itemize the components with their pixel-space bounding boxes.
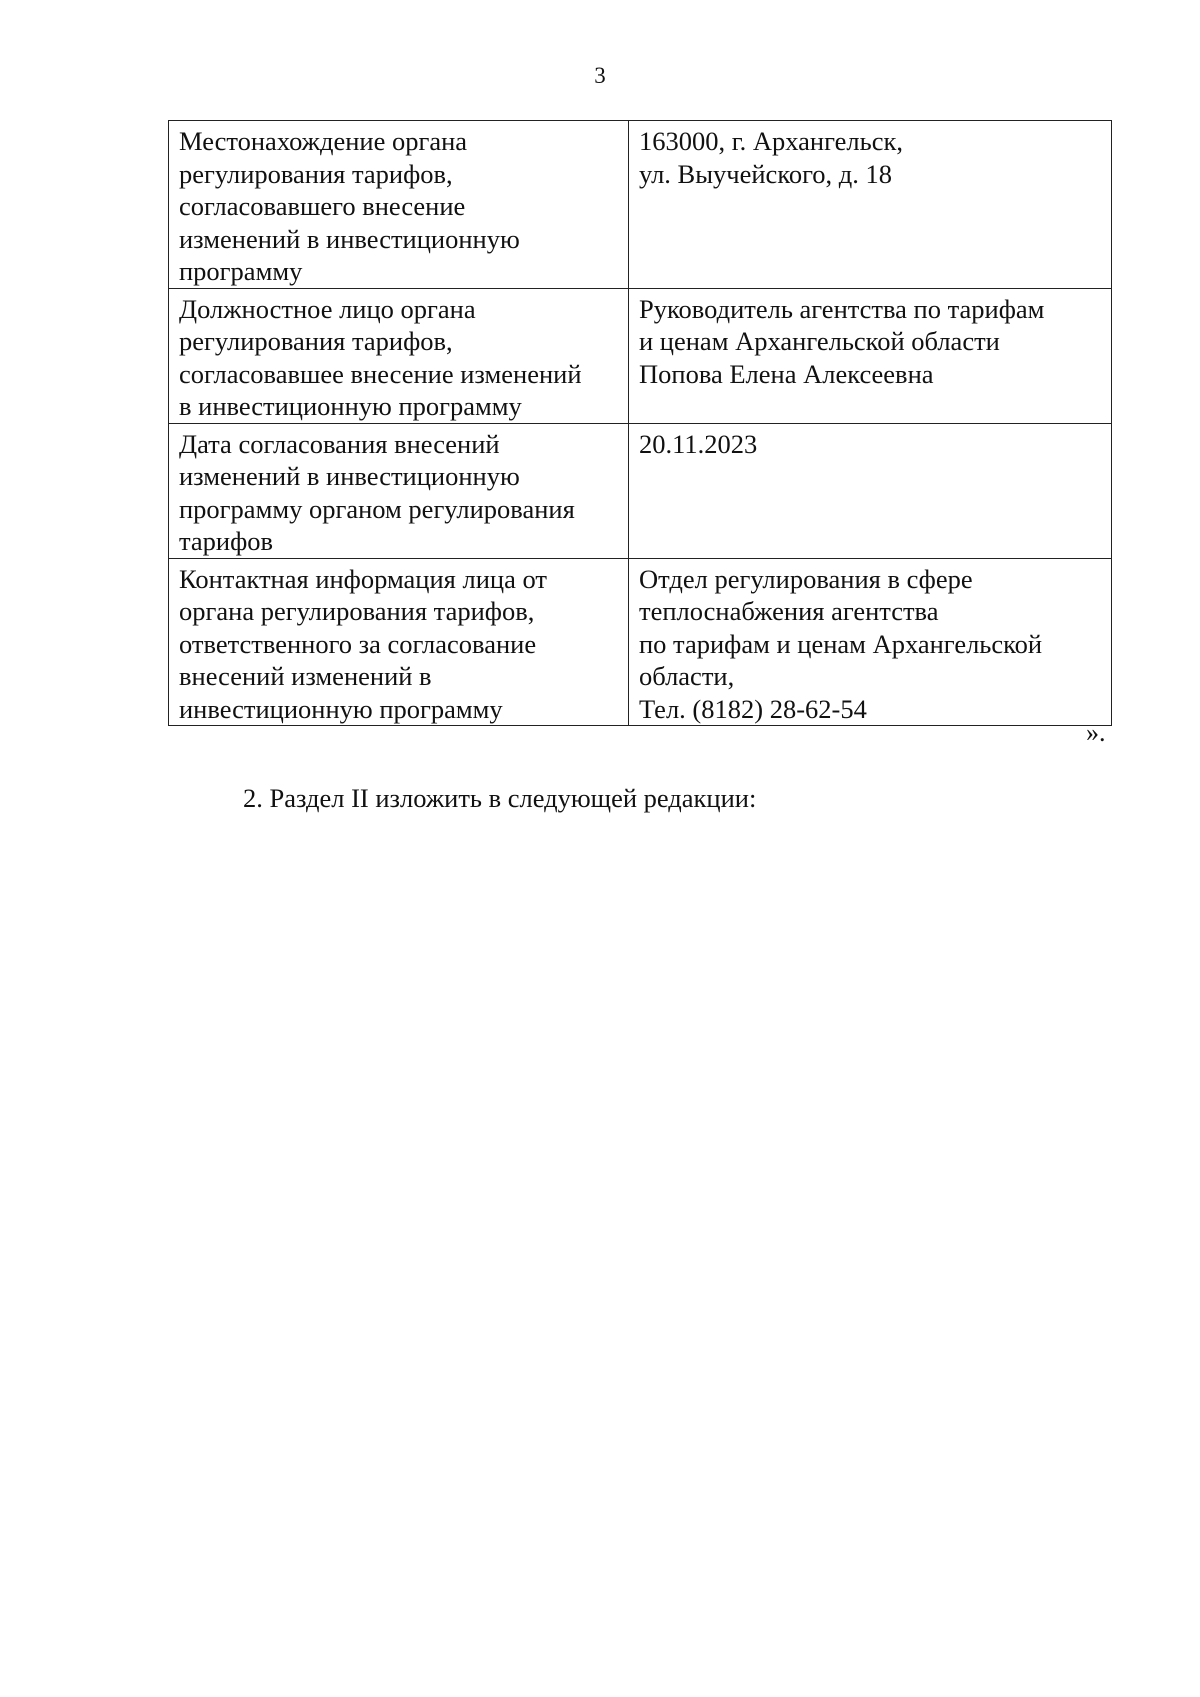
row-label-contact-info: Контактная информация лица от органа регулирования тарифов, ответственного за согласование внесений изменений в инвестиционную программу: [169, 558, 629, 726]
closing-quote: ».: [1086, 718, 1106, 747]
row-value-regulator-address: 163000, г. Архангельск, ул. Выучейского, д. 18: [629, 121, 1112, 289]
table-row: [169, 288, 1112, 423]
table-row: [169, 558, 1112, 726]
row-value-approval-date: 20.11.2023: [629, 423, 1112, 558]
row-value-contact-info: Отдел регулирования в сфере теплоснабжения агентства по тарифам и ценам Архангельской области, Тел. (8182) 28-62-54: [629, 558, 1112, 726]
row-label-regulator-location: Местонахождение органа регулирования тарифов, согласовавшего внесение изменений в инвестиционную программу: [169, 121, 629, 289]
row-value-official-name: Руководитель агентства по тарифам и ценам Архангельской области Попова Елена Алексеевна: [629, 288, 1112, 423]
table-row: [169, 121, 1112, 289]
section-instruction-paragraph: 2. Раздел II изложить в следующей редакции:: [243, 783, 757, 813]
approval-info-table: [168, 120, 1112, 726]
page-number: 3: [594, 63, 606, 88]
table-row: [169, 423, 1112, 558]
row-label-approval-date: Дата согласования внесений изменений в инвестиционную программу органом регулирования тарифов: [169, 423, 629, 558]
row-label-official: Должностное лицо органа регулирования тарифов, согласовавшее внесение изменений в инвестиционную программу: [169, 288, 629, 423]
